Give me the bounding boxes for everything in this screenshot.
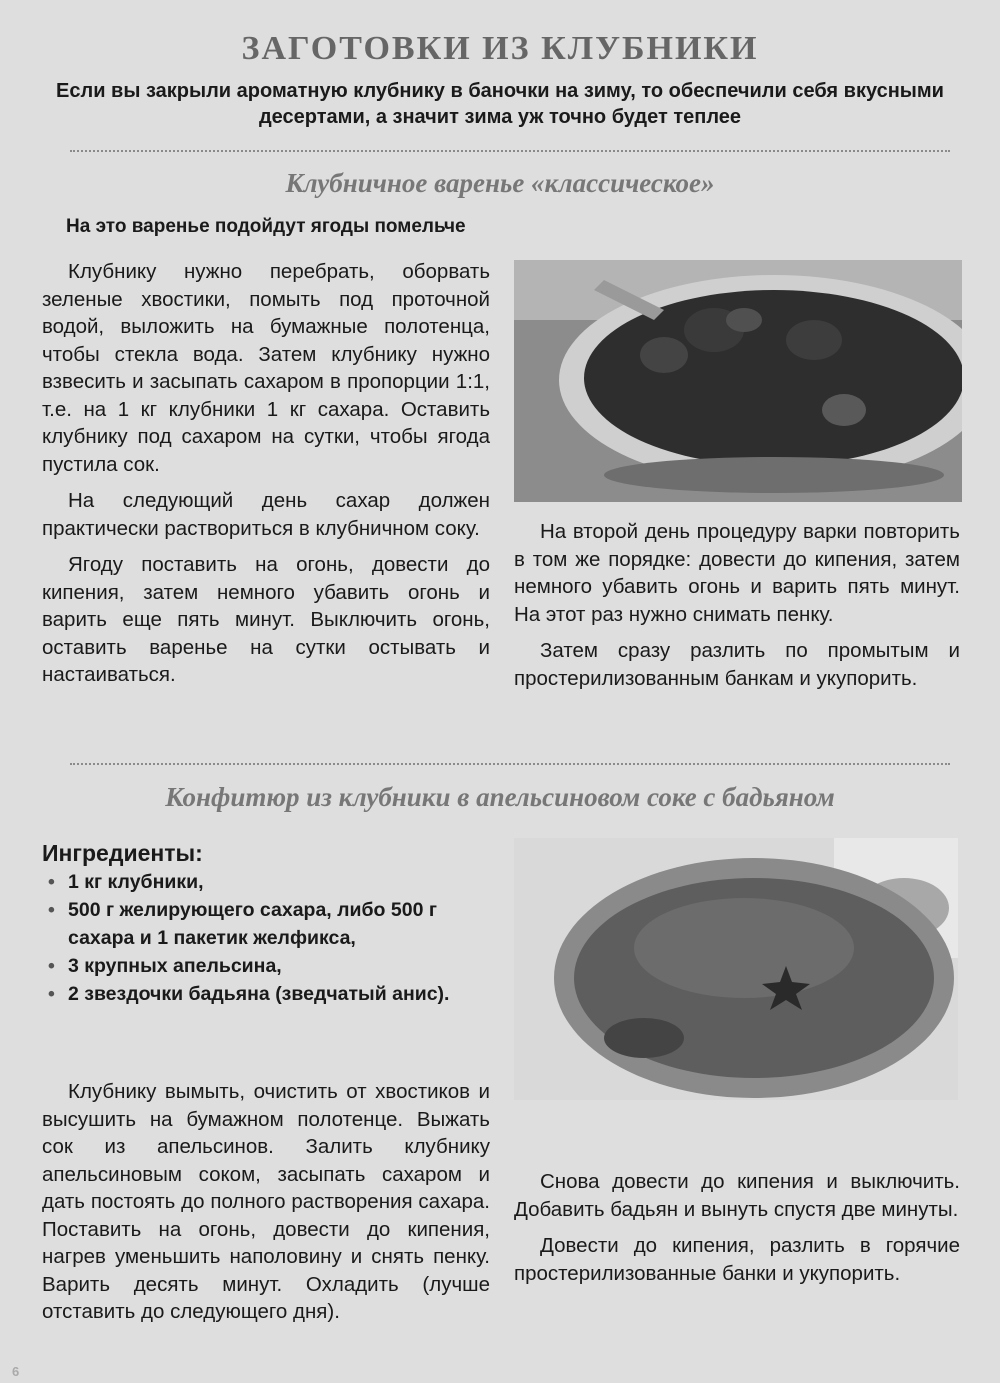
recipe1-lead: На это варенье подойдут ягоды помельче [66, 216, 466, 237]
jam-bowl-image [514, 260, 962, 502]
recipe2-title: Конфитюр из клубники в апельсиновом соке с бадьяном [165, 782, 835, 812]
recipe2-left-column [42, 1078, 490, 1335]
paragraph: На второй день процедуру варки повторить в том же порядке: довести до кипения, затем немного убавить огонь и варить пять минут. На этот раз нужно снимать пенку. [514, 520, 960, 626]
recipe2-right-column [514, 1168, 960, 1296]
paragraph: Довести до кипения, разлить в горячие простерилизованные банки и укупорить. [514, 1234, 960, 1285]
paragraph: Затем сразу разлить по промытым и простерилизованным банкам и укупорить. [514, 639, 960, 690]
page-title: ЗАГОТОВКИ ИЗ КЛУБНИКИ [241, 30, 759, 67]
paragraph: Ягоду поставить на огонь, довести до кипения, затем немного убавить огонь и варить еще пять минут. Выключить огонь, оставить варенье на сутки остывать и настаиваться. [42, 553, 490, 686]
ingredients-heading: Ингредиенты: [42, 840, 203, 866]
recipe1-right-column [514, 518, 960, 701]
paragraph: На следующий день сахар должен практически раствориться в клубничном соку. [42, 489, 490, 540]
confiture-jar-image [514, 838, 958, 1100]
recipe1-left-column [42, 258, 490, 698]
page-number: 6 [12, 1364, 20, 1379]
ingredient-item: • 2 звездочки бадьяна (зведчатый анис). [44, 980, 474, 1008]
paragraph: Снова довести до кипения и выключить. Добавить бадьян и вынуть спустя две минуты. [514, 1170, 960, 1221]
ingredients-list [44, 868, 474, 1008]
divider [70, 763, 950, 765]
confiture-jar-photo [514, 838, 958, 1100]
recipe1-title: Клубничное варенье «классическое» [285, 168, 715, 198]
jam-bowl-photo [514, 260, 962, 502]
paragraph: Клубнику вымыть, очистить от хвостиков и высушить на бумажном полотенце. Выжать сок из апельсинов. Залить клубнику апельсиновым соком, засыпать сахаром и дать постоять до полного растворения сахара. Поставить на огонь, довести до кипения, нагрев уменьшить наполовину и снять пенку. Варить десять минут. Охладить (лучше отставить до следующего дня). [42, 1080, 490, 1323]
divider [70, 150, 950, 152]
page-subtitle: Если вы закрыли ароматную клубнику в баночки на зиму, то обеспечили себя вкусными десертами, а значит зима уж точно будет теплее [56, 80, 944, 128]
ingredient-item: • 500 г желирующего сахара, либо 500 г сахара и 1 пакетик желфикса, [44, 896, 474, 952]
ingredient-item: • 1 кг клубники, [44, 868, 474, 896]
paragraph: Клубнику нужно перебрать, оборвать зеленые хвостики, помыть под проточной водой, выложить на бумажные полотенца, чтобы стекла вода. Затем клубнику нужно взвесить и засыпать сахаром в пропорции 1:1, т.е. на 1 кг клубники 1 кг сахара. Оставить клубнику под сахаром на сутки, чтобы ягода пустила сок. [42, 260, 490, 476]
ingredient-item: • 3 крупных апельсина, [44, 952, 474, 980]
